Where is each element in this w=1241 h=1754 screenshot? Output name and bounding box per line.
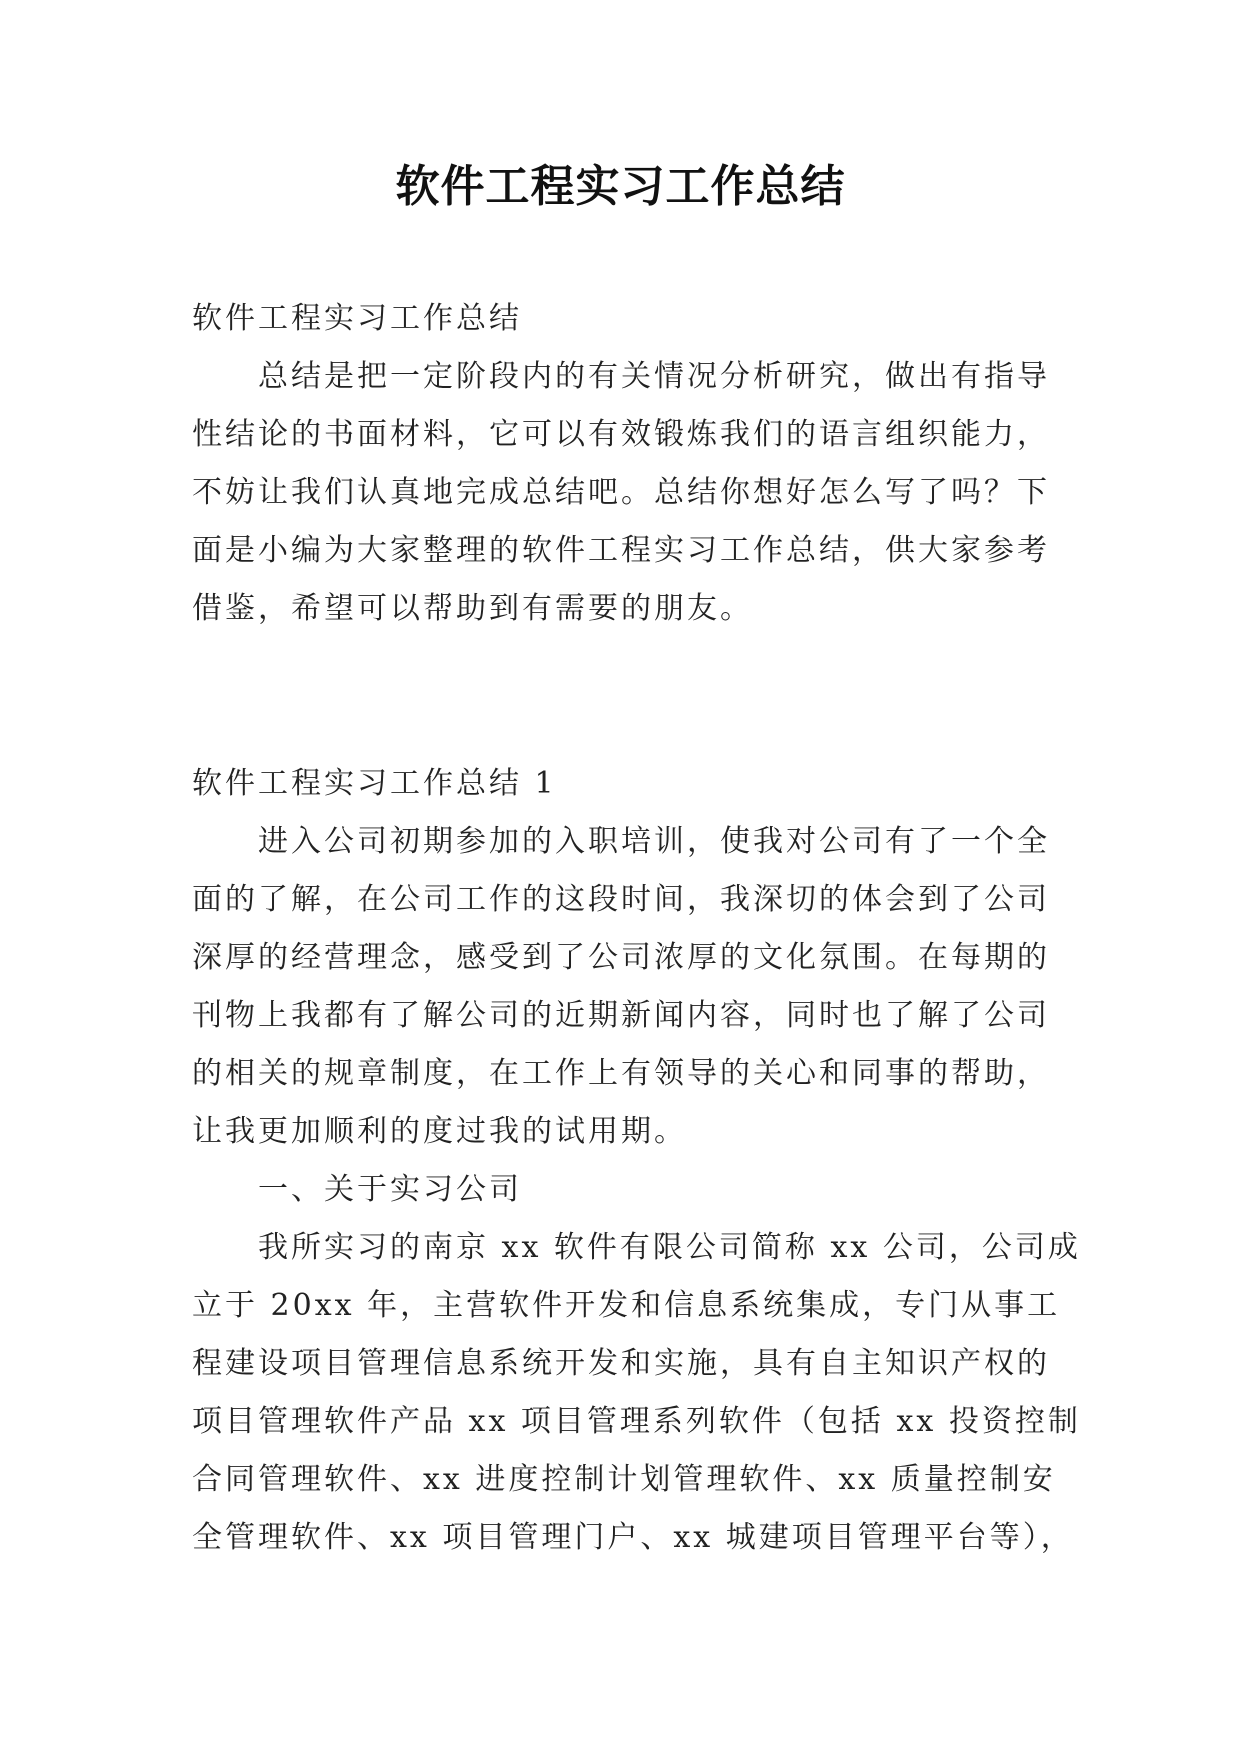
- subheading-company: 一、关于实习公司: [258, 1172, 522, 1207]
- paragraph-line: 我所实习的南京 xx 软件有限公司简称 xx 公司，公司成: [258, 1230, 1081, 1265]
- intro-paragraph: [192, 348, 1052, 638]
- section1-paragraph: [192, 813, 1052, 1161]
- document-body: [192, 290, 1081, 1567]
- section-heading: 软件工程实习工作总结 1: [192, 766, 557, 801]
- paragraph-line: 不妨让我们认真地完成总结吧。总结你想好怎么写了吗？下: [192, 475, 1050, 510]
- paragraph-line: 性结论的书面材料，它可以有效锻炼我们的语言组织能力，: [192, 417, 1050, 452]
- section2-paragraph: [192, 1219, 1081, 1567]
- paragraph-line: 刊物上我都有了解公司的近期新闻内容，同时也了解了公司: [192, 998, 1050, 1033]
- paragraph-line: 立于 20xx 年，主营软件开发和信息系统集成，专门从事工: [192, 1288, 1061, 1323]
- paragraph-line: 全管理软件、xx 项目管理门户、xx 城建项目管理平台等），: [192, 1520, 1074, 1555]
- paragraph-line: 的相关的规章制度，在工作上有领导的关心和同事的帮助，: [192, 1056, 1050, 1091]
- section-spacer: [192, 638, 1052, 755]
- paragraph-line: 进入公司初期参加的入职培训，使我对公司有了一个全: [258, 824, 1050, 859]
- paragraph-line: 深厚的经营理念，感受到了公司浓厚的文化氛围。在每期的: [192, 940, 1050, 975]
- paragraph-line: 合同管理软件、xx 进度控制计划管理软件、xx 质量控制安: [192, 1462, 1056, 1497]
- paragraph-line: 项目管理软件产品 xx 项目管理系列软件（包括 xx 投资控制: [192, 1404, 1081, 1439]
- paragraph-line: 借鉴，希望可以帮助到有需要的朋友。: [192, 591, 753, 626]
- paragraph-line: 总结是把一定阶段内的有关情况分析研究，做出有指导: [258, 359, 1050, 394]
- paragraph-line: 面的了解，在公司工作的这段时间，我深切的体会到了公司: [192, 882, 1050, 917]
- document-title: 软件工程实习工作总结: [395, 161, 846, 212]
- paragraph-line: 程建设项目管理信息系统开发和实施，具有自主知识产权的: [192, 1346, 1050, 1381]
- paragraph-line: 让我更加顺利的度过我的试用期。: [192, 1114, 687, 1149]
- paragraph-line: 面是小编为大家整理的软件工程实习工作总结，供大家参考: [192, 533, 1050, 568]
- intro-heading: 软件工程实习工作总结: [192, 301, 522, 336]
